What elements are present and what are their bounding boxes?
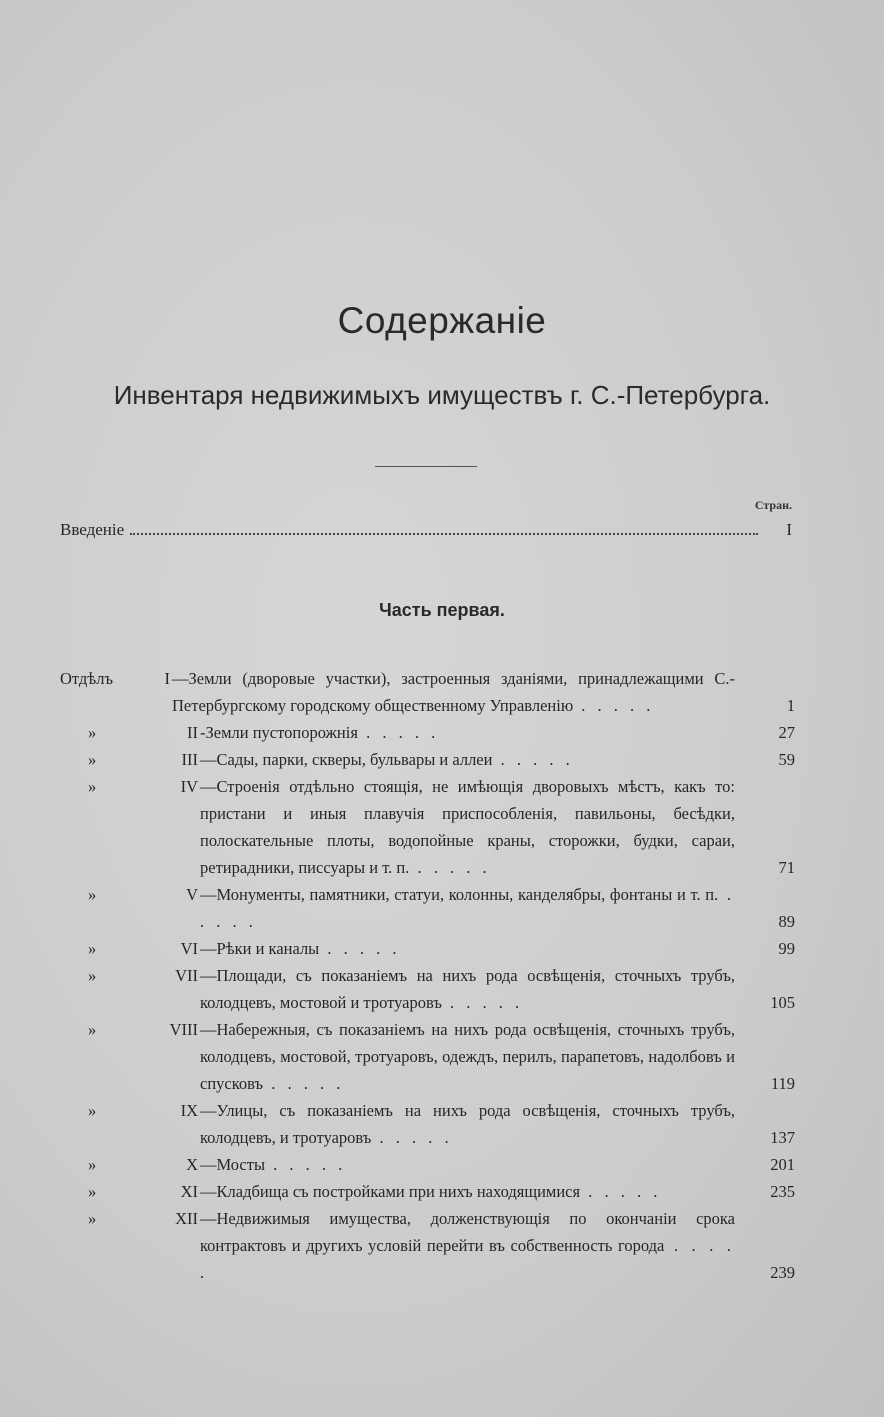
document-title: Содержаніе [337, 300, 547, 341]
toc-entry-prefix: » [88, 723, 97, 742]
introduction-page: I [786, 520, 792, 539]
dot-leader: . . . . . [492, 750, 574, 769]
toc-entry-title: —Недвижимыя имущества, долженствующія по окончаніи срока контрактовъ и другихъ условій перейти въ собственность города [200, 1209, 735, 1255]
toc-entry-prefix: » [88, 939, 97, 958]
toc-entry [60, 719, 795, 746]
toc-entry-page: 99 [778, 939, 795, 958]
toc-entry-text [200, 1151, 795, 1178]
toc-entry [60, 962, 795, 1016]
toc-entry-text [200, 719, 795, 746]
toc-entry [60, 746, 795, 773]
toc-entry-page: 137 [770, 1128, 795, 1147]
toc-entry-numeral: XI [180, 1182, 198, 1201]
toc-entry [60, 773, 795, 881]
page-column-label: Стран. [754, 498, 792, 512]
toc-entry-text [200, 773, 795, 881]
toc-entry-prefix: » [88, 1155, 97, 1174]
toc-entry-numeral: IX [180, 1101, 198, 1120]
toc-entry-numeral: IV [180, 777, 198, 796]
toc-entry-prefix: » [88, 750, 97, 769]
toc-entry-prefix: » [88, 885, 97, 904]
part-heading: Часть первая. [379, 600, 505, 620]
toc-entry [60, 1151, 795, 1178]
toc-entry-prefix: Отдѣлъ [60, 669, 114, 688]
introduction-label: Введеніе [60, 520, 125, 539]
introduction-entry [60, 520, 792, 540]
toc-entry-title: —Улицы, съ показаніемъ на нихъ рода освѣщенія, сточныхъ трубъ, колодцевъ, и тротуаровъ [200, 1101, 735, 1147]
toc-entry [60, 1097, 795, 1151]
dot-leader [130, 532, 758, 535]
toc-entry-title: —Сады, парки, скверы, бульвары и аллеи [200, 750, 493, 769]
toc-entry-page: 239 [770, 1263, 795, 1282]
toc-entry-prefix: » [88, 1101, 97, 1120]
toc-entry-page: 235 [770, 1182, 795, 1201]
dot-leader: . . . . . [580, 1182, 662, 1201]
toc-entry-prefix: » [88, 1209, 97, 1228]
dot-leader: . . . . . [200, 1236, 735, 1282]
toc-entry-page: 201 [770, 1155, 795, 1174]
toc-entry-text [172, 665, 795, 719]
toc-entry-title: —Земли (дворовые участки), застроенныя зданіями, принадлежащими С.-Петербургскому городскому общественному Управленію [172, 669, 735, 715]
dot-leader: . . . . . [573, 696, 655, 715]
toc-entry [60, 665, 795, 719]
toc-entry-prefix: » [88, 777, 97, 796]
toc-entry-numeral: VIII [169, 1020, 198, 1039]
title-divider [375, 466, 477, 467]
toc-entry-text [200, 962, 795, 1016]
toc-entry-page: 105 [770, 993, 795, 1012]
toc-entry-title: —Площади, съ показаніемъ на нихъ рода освѣщенія, сточныхъ трубъ, колодцевъ, мостовой и тротуаровъ [200, 966, 735, 1012]
toc-entry-title: -Земли пустопорожнія [200, 723, 358, 742]
toc-entry-text [200, 746, 795, 773]
toc-entry-page: 1 [786, 696, 795, 715]
document-subtitle: Инвентаря недвижимыхъ имуществъ г. С.-Петербурга. [113, 380, 771, 410]
dot-leader: . . . . . [200, 885, 736, 931]
toc-entry-text [200, 1205, 795, 1286]
toc-entry [60, 1205, 795, 1286]
toc-entry-prefix: » [88, 1182, 97, 1201]
dot-leader: . . . . . [319, 939, 401, 958]
toc-entry-prefix: » [88, 966, 97, 985]
toc-entry-prefix: » [88, 1020, 97, 1039]
toc-entry-numeral: V [186, 885, 198, 904]
toc-entry [60, 1178, 795, 1205]
toc-entry-text [200, 881, 795, 935]
toc-entry-numeral: III [181, 750, 198, 769]
dot-leader: . . . . . [371, 1128, 453, 1147]
toc-entry-title: —Кладбища съ постройками при нихъ находящимися [200, 1182, 581, 1201]
toc-entry-title: —Мосты [200, 1155, 266, 1174]
dot-leader: . . . . . [263, 1074, 345, 1093]
dot-leader: . . . . . [265, 1155, 347, 1174]
toc-entry-page: 27 [778, 723, 795, 742]
toc-entry-page: 119 [770, 1074, 795, 1093]
dot-leader: . . . . . [409, 858, 491, 877]
toc-entry-numeral: I [164, 669, 170, 688]
toc-entry-title: —Монументы, памятники, статуи, колонны, канделябры, фонтаны и т. п. [200, 885, 719, 904]
toc-entry-text [200, 1016, 795, 1097]
toc-entry-numeral: VII [175, 966, 198, 985]
toc-entry-numeral: X [186, 1155, 198, 1174]
toc-entry [60, 881, 795, 935]
toc-entry-title: —Строенія отдѣльно стоящія, не имѣющія дворовыхъ мѣстъ, какъ то: пристани и иныя плавучія приспособленія, павильоны, бесѣдки, полоскательные плоты, водопойные краны, сторожки, будки, сараи, ретирадники, писсуары и т. п. [200, 777, 735, 877]
toc-entry-numeral: VI [180, 939, 198, 958]
toc-entry-numeral: II [187, 723, 198, 742]
dot-leader: . . . . . [441, 993, 524, 1012]
toc-entry-title: —Набережныя, съ показаніемъ на нихъ рода освѣщенія, сточныхъ трубъ, колодцевъ, мостовой, тротуаровъ, одеждъ, перилъ, парапетовъ, надолбовъ и спусковъ [200, 1020, 735, 1093]
toc-entry [60, 935, 795, 962]
toc-entry-text [200, 1178, 795, 1205]
toc-entry-numeral: XII [175, 1209, 198, 1228]
toc-entry-text [200, 935, 795, 962]
toc-entry-page: 59 [778, 750, 795, 769]
toc-entry [60, 1016, 795, 1097]
toc-entry-page: 89 [778, 912, 795, 931]
toc-entry-page: 71 [778, 858, 795, 877]
table-of-contents [60, 665, 795, 1286]
toc-entry-text [200, 1097, 795, 1151]
toc-entry-title: —Рѣки и каналы [200, 939, 320, 958]
dot-leader: . . . . . [357, 723, 440, 742]
